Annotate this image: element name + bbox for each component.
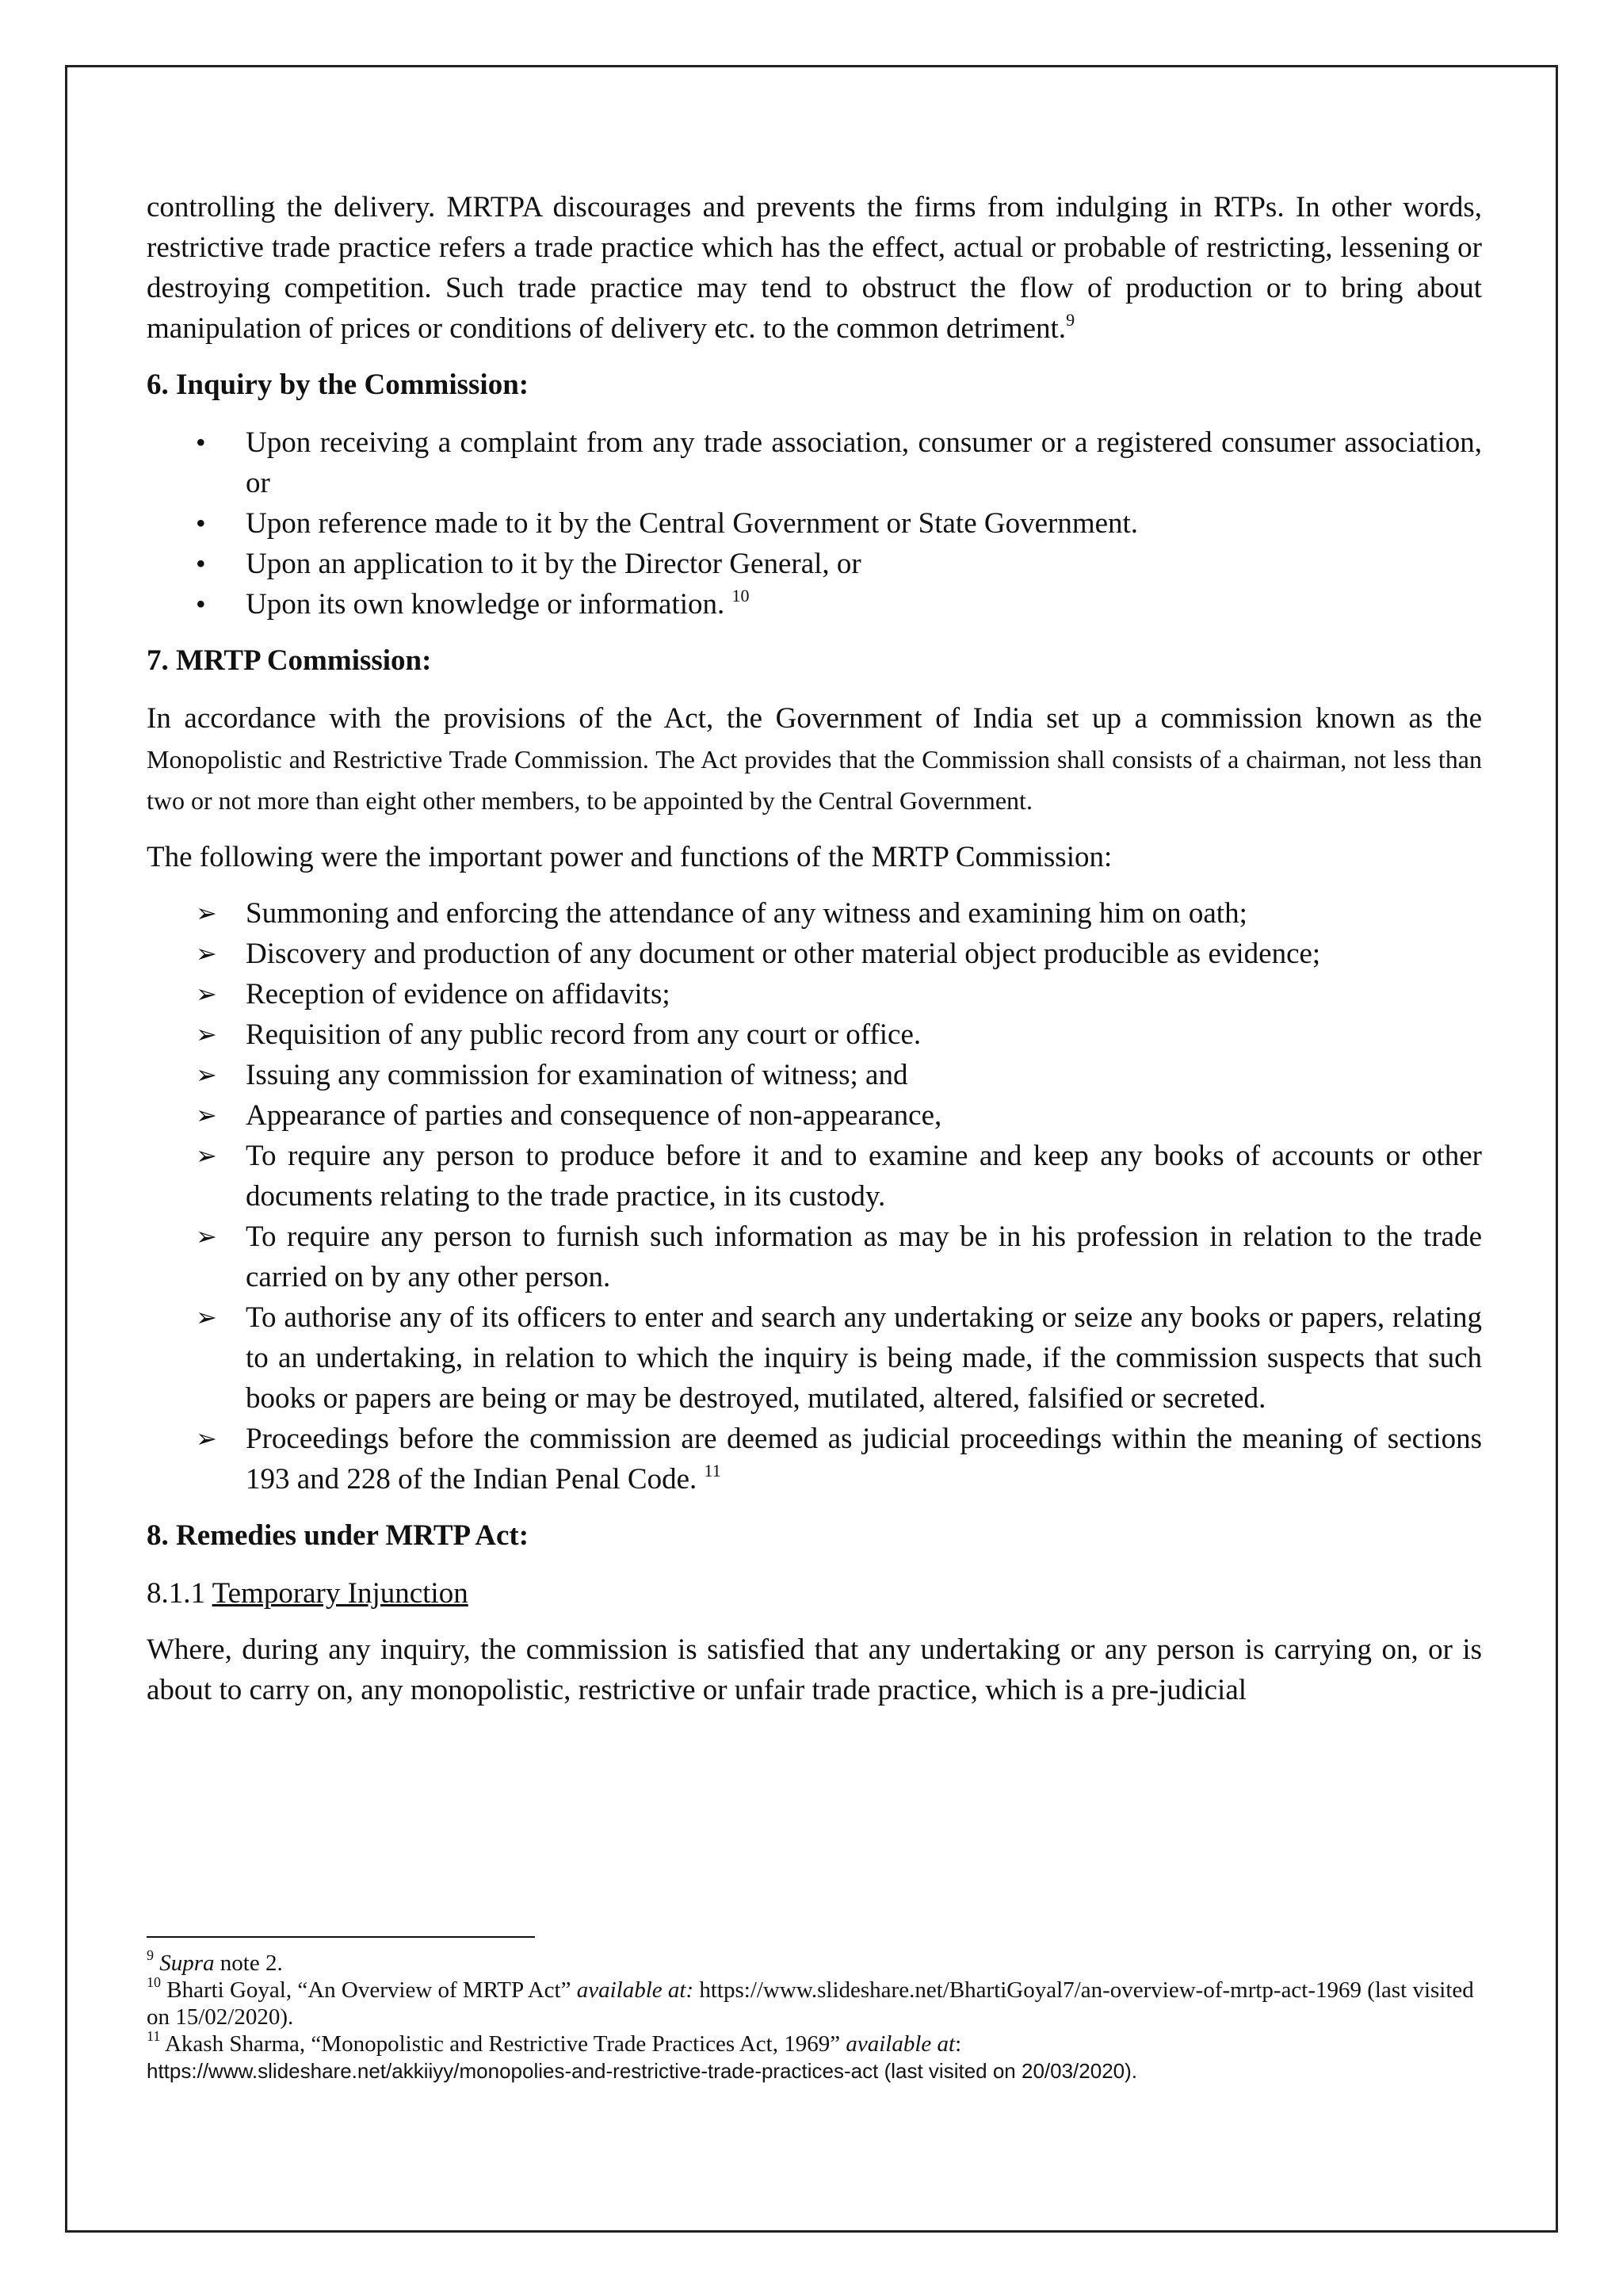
list-item: • Upon reference made to it by the Central Government or State Government. bbox=[147, 503, 1482, 544]
section-6-heading: 6. Inquiry by the Commission: bbox=[147, 369, 529, 401]
powers-list bbox=[147, 893, 1482, 1499]
list-item: • Upon receiving a complaint from any trade association, consumer or a registered consumer association, or bbox=[147, 422, 1482, 503]
list-item: ➢ Proceedings before the commission are deemed as judicial proceedings within the meaning of sections 193 and 228 of the Indian Penal Code. $^{11}$ bbox=[147, 1419, 1482, 1499]
powers-intro: The following were the important power and functions of the MRTP Commission: bbox=[147, 841, 1113, 873]
footnote-11: $^{11}$ Akash Sharma, “Monopolistic and Restrictive Trade Practices Act, 1969” available at: https://www.slideshare.net/akkiiyy/monopolies-and-restrictive-trade-practices-act (last visited on 20/03/2020). bbox=[147, 2028, 1137, 2083]
list-item: • Upon its own knowledge or information. $^{10}$ bbox=[147, 584, 1482, 625]
list-item: ➢ Requisition of any public record from any court or office. bbox=[147, 1014, 1482, 1055]
inquiry-list bbox=[147, 422, 1482, 625]
list-item: ➢ Summoning and enforcing the attendance of any witness and examining him on oath; bbox=[147, 893, 1482, 934]
list-item: ➢ Reception of evidence on affidavits; bbox=[147, 974, 1482, 1014]
opening-paragraph: controlling the delivery. MRTPA discourages and prevents the firms from indulging in RTPs. In other words, restrictive trade practice refers a trade practice which has the effect, actual or probable of restricting, lessening or destroying competition. Such trade practice may tend to obstruct the flow of production or to bring about manipulation of prices or conditions of delivery etc. to the common detriment.$^9$ bbox=[147, 191, 1482, 345]
footnote-11-link[interactable]: https://www.slideshare.net/akkiiyy/monopolies-and-restrictive-trade-practices-act (last visited on 20/03/2020). bbox=[147, 2059, 1137, 2083]
list-item: • Upon an application to it by the Director General, or bbox=[147, 544, 1482, 584]
list-item: ➢ To require any person to furnish such information as may be in his profession in relation to the trade carried on by any other person. bbox=[147, 1217, 1482, 1297]
list-item: ➢ To require any person to produce before it and to examine and keep any books of accounts or other documents relating to the trade practice, in its custody. bbox=[147, 1136, 1482, 1217]
footnote-divider bbox=[147, 1936, 535, 1938]
section-8-heading: 8. Remedies under MRTP Act: bbox=[147, 1519, 529, 1552]
injunction-paragraph: Where, during any inquiry, the commission is satisfied that any undertaking or any person is carrying on, or is about to carry on, any monopolistic, restrictive or unfair trade practice, which is a pre-judicial bbox=[147, 1633, 1482, 1706]
footnote-ref-9: 9 bbox=[1066, 309, 1075, 330]
section-7-heading: 7. MRTP Commission: bbox=[147, 644, 432, 677]
list-item: ➢ Discovery and production of any document or other material object producible as evidence; bbox=[147, 934, 1482, 974]
page-body bbox=[147, 187, 1482, 1710]
footnote-10: $^{10}$ Bharti Goyal, “An Overview of MRTP Act” available at: https://www.slideshare.net/BhartiGoyal7/an-overview-of-mrtp-act-1969 (last visited on 15/02/2020). bbox=[147, 1974, 1474, 2030]
section-7-intro: In accordance with the provisions of the Act, the Government of India set up a commission known as the Monopolistic and Restrictive Trade Commission. The Act provides that the Commission shall consists of a chairman, not less than two or not more than eight other members, to be appointed by the Central Government. bbox=[147, 702, 1482, 815]
footnote-ref-10: 10 bbox=[731, 585, 750, 606]
footnotes bbox=[147, 1947, 1482, 2084]
footnote-9: $^9$ Supra note 2. bbox=[147, 1947, 283, 1976]
footnote-ref-11: 11 bbox=[704, 1460, 721, 1480]
list-item: ➢ To authorise any of its officers to enter and search any undertaking or seize any books or papers, relating to an undertaking, in relation to which the inquiry is being made, if the commission suspects that such books or papers are being or may be destroyed, mutilated, altered, falsified or secreted. bbox=[147, 1297, 1482, 1419]
footnote-10-link[interactable]: https://www.slideshare.net/BhartiGoyal7/an-overview-of-mrtp-act-1969 (last visited on 15/02/2020). bbox=[147, 1977, 1474, 2030]
subsection-title: 8.1.1 Temporary Injunction bbox=[147, 1577, 468, 1610]
list-item: ➢ Appearance of parties and consequence of non-appearance, bbox=[147, 1095, 1482, 1136]
list-item: ➢ Issuing any commission for examination of witness; and bbox=[147, 1055, 1482, 1095]
